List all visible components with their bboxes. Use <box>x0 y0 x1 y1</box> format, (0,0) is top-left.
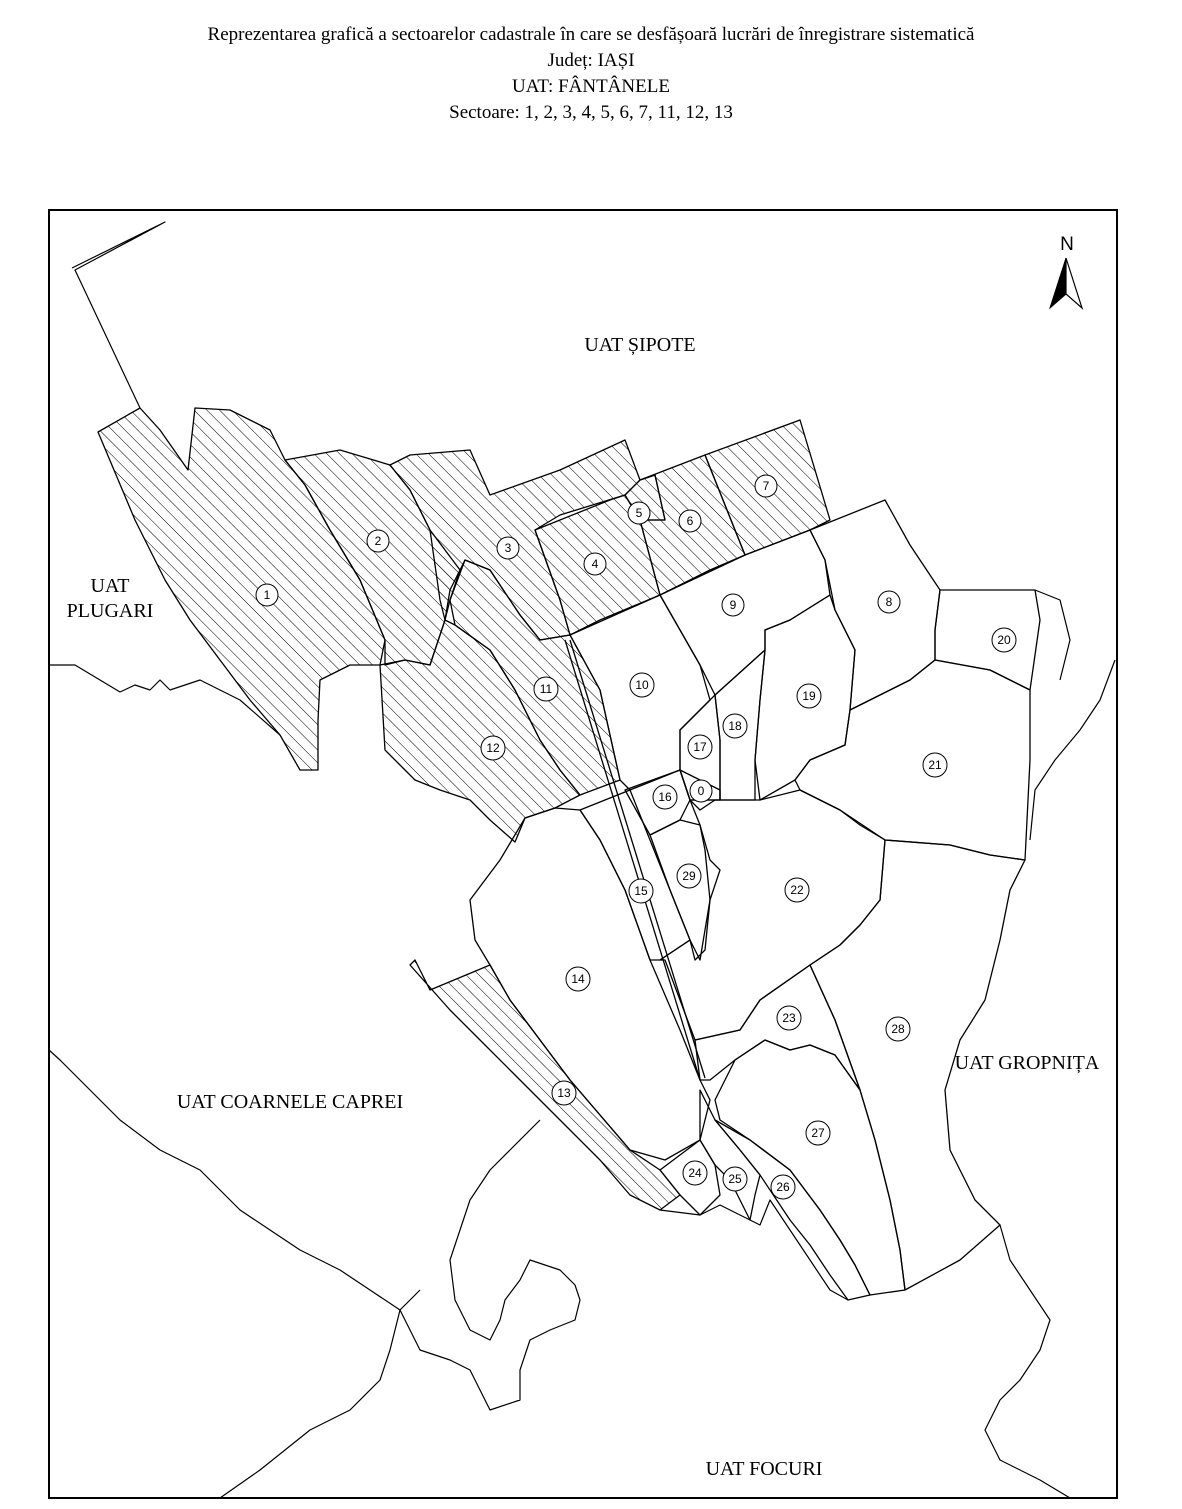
river-channel <box>565 640 700 1080</box>
sector-15-area <box>580 790 690 960</box>
svg-text:19: 19 <box>802 689 816 703</box>
svg-text:9: 9 <box>729 598 737 612</box>
sector-label-20 <box>992 628 1016 652</box>
north-arrow <box>1050 234 1082 308</box>
sector-label-3 <box>497 537 519 559</box>
sector-label-29 <box>677 864 701 888</box>
svg-text:4: 4 <box>591 557 599 571</box>
sector-label-24 <box>683 1161 707 1185</box>
svg-text:23: 23 <box>782 1011 796 1025</box>
uat-plugari-label-1: UAT <box>90 575 130 597</box>
svg-text:7: 7 <box>762 479 770 493</box>
sector-label-7 <box>755 475 777 497</box>
sector-25-area <box>700 1090 760 1220</box>
svg-text:28: 28 <box>891 1022 905 1036</box>
svg-text:18: 18 <box>728 719 742 733</box>
svg-text:26: 26 <box>776 1180 790 1194</box>
svg-text:22: 22 <box>790 883 804 897</box>
sector-label-2 <box>367 530 389 552</box>
sector-label-27 <box>806 1121 830 1145</box>
svg-text:6: 6 <box>686 514 694 528</box>
uat-sipote-label: UAT ȘIPOTE <box>584 334 696 356</box>
sector-8-area <box>810 500 940 710</box>
sector-20-area <box>935 590 1040 690</box>
sector-21-area <box>795 660 1030 860</box>
sector-label-1 <box>256 584 278 606</box>
sector-label-6 <box>679 510 701 532</box>
sectors-line: Sectoare: 1, 2, 3, 4, 5, 6, 7, 11, 12, 13 <box>449 102 733 123</box>
svg-text:3: 3 <box>504 541 512 555</box>
svg-text:27: 27 <box>811 1126 825 1140</box>
svg-text:20: 20 <box>997 633 1011 647</box>
svg-text:1: 1 <box>263 588 271 602</box>
svg-text:15: 15 <box>634 884 648 898</box>
river-channel-2 <box>570 640 705 1078</box>
sector-label-18 <box>723 714 747 738</box>
sector-label-12 <box>481 736 505 760</box>
sector-label-0 <box>690 780 712 802</box>
svg-text:17: 17 <box>693 740 707 754</box>
svg-text:5: 5 <box>635 506 643 520</box>
sector-label-8 <box>878 591 900 613</box>
sector-23-area <box>695 965 860 1090</box>
svg-text:25: 25 <box>728 1172 742 1186</box>
svg-text:24: 24 <box>688 1166 702 1180</box>
sector-27-area <box>715 1040 905 1295</box>
sector-label-22 <box>785 878 809 902</box>
sector-label-16 <box>653 785 677 809</box>
sector-label-9 <box>722 594 744 616</box>
svg-text:29: 29 <box>682 869 696 883</box>
sector-label-5 <box>628 502 650 524</box>
north-letter: N <box>1060 234 1074 255</box>
uat-plugari-label-2: PLUGARI <box>66 600 154 622</box>
sector-13-area <box>410 960 680 1210</box>
svg-text:0: 0 <box>697 784 705 798</box>
svg-text:14: 14 <box>571 972 585 986</box>
svg-text:12: 12 <box>486 741 500 755</box>
map-frame <box>49 210 1117 1498</box>
svg-text:13: 13 <box>557 1086 571 1100</box>
sector-label-10 <box>630 673 654 697</box>
sector-label-14 <box>566 967 590 991</box>
county-line: Județ: IAȘI <box>547 50 635 71</box>
svg-text:8: 8 <box>885 595 893 609</box>
sector-26-area <box>715 1120 870 1300</box>
sector-label-23 <box>777 1006 801 1030</box>
sector-label-19 <box>797 684 821 708</box>
svg-text:10: 10 <box>635 678 649 692</box>
uat-gropnita-label: UAT GROPNIȚA <box>954 1052 1100 1074</box>
svg-text:2: 2 <box>374 534 382 548</box>
sector-label-26 <box>771 1175 795 1199</box>
sector-label-4 <box>584 553 606 575</box>
sector-label-21 <box>923 753 947 777</box>
svg-text:16: 16 <box>658 790 672 804</box>
sector-label-17 <box>688 735 712 759</box>
uat-coarnele-label: UAT COARNELE CAPREI <box>176 1091 404 1113</box>
uat-focuri-label: UAT FOCURI <box>705 1458 823 1480</box>
uat-line: UAT: FÂNTÂNELE <box>512 76 670 97</box>
sector-label-28 <box>886 1017 910 1041</box>
sector-label-15 <box>629 879 653 903</box>
sector-label-25 <box>723 1167 747 1191</box>
svg-text:11: 11 <box>539 682 553 696</box>
sector-22-area <box>660 790 885 1040</box>
map-title: Reprezentarea grafică a sectoarelor cadastrale în care se desfășoară lucrări de înregistrare sistematică <box>207 24 975 45</box>
sector-label-13 <box>552 1081 576 1105</box>
svg-text:21: 21 <box>928 758 942 772</box>
sector-label-11 <box>534 677 558 701</box>
